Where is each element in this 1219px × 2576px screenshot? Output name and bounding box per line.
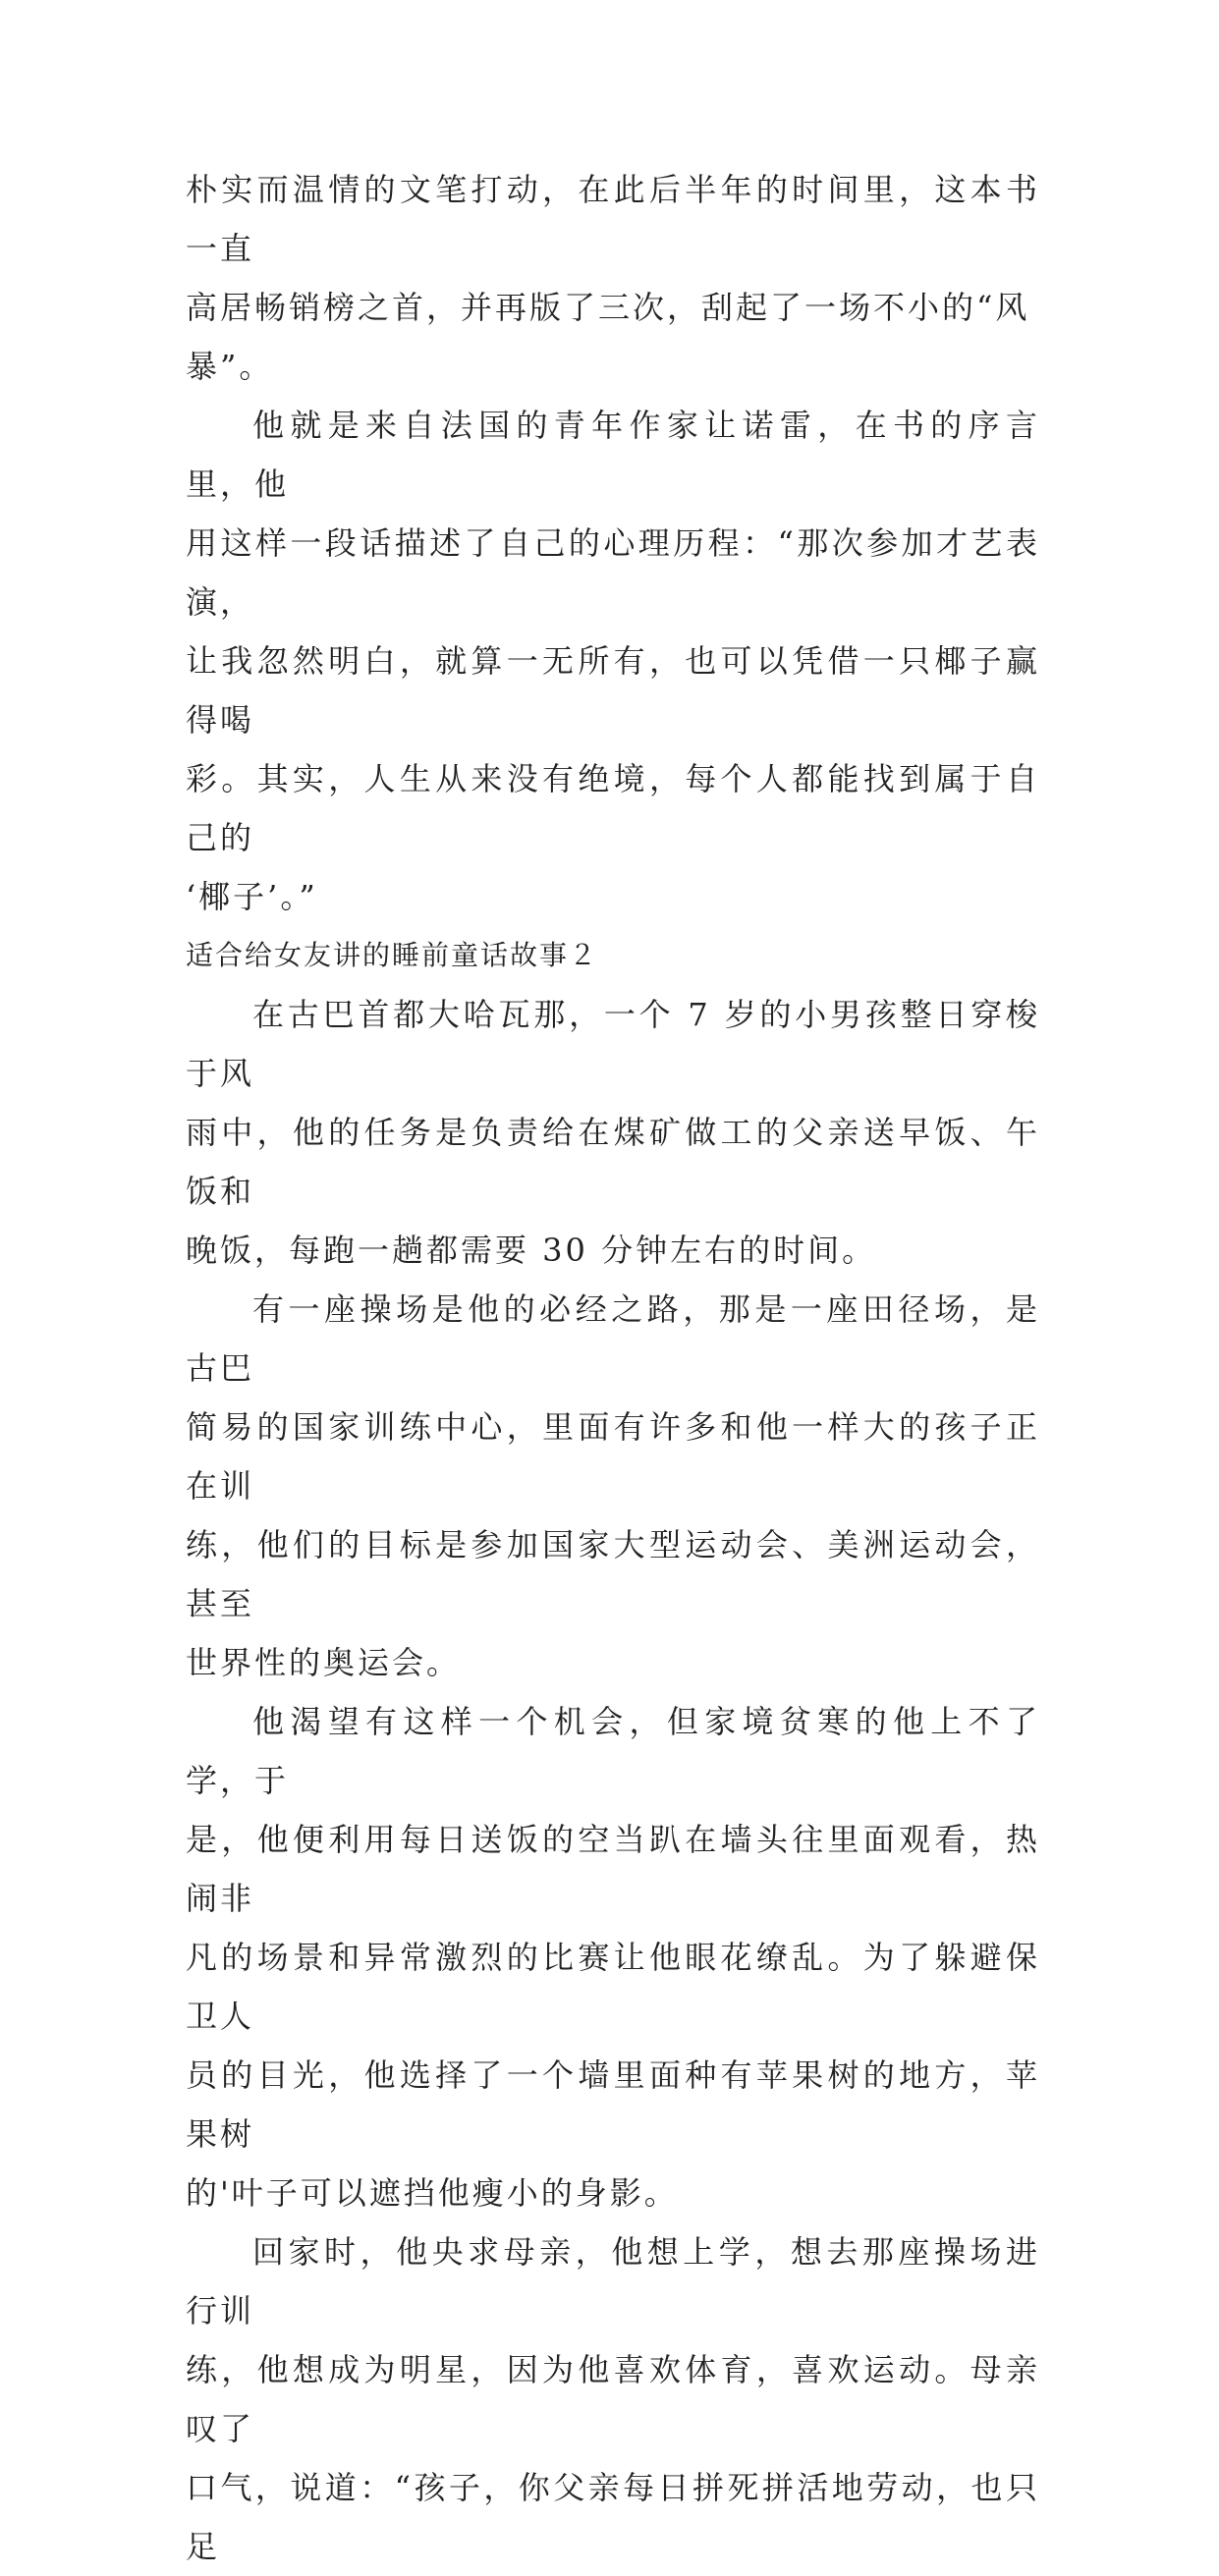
paragraph-havana-boy: 在古巴首都大哈瓦那，一个 7 岁的小男孩整日穿梭于风 雨中，他的任务是负责给在煤矿做工的父亲送早饭、午饭和 晚饭，每跑一趟都需要 30 分钟左右的时间。 bbox=[186, 996, 1040, 1269]
paragraph-watching-wall: 他渴望有这样一个机会，但家境贫寒的他上不了学，于 是，他便利用每日送饭的空当趴在墙头往里面观看，热闹非 凡的场景和异常激烈的比赛让他眼花缭乱。为了躲避保卫人 员的目光，他选择了一个墙里面种有苹果树的地方，苹果树 的'叶子可以遮挡他瘦小的身影。 bbox=[186, 1703, 1040, 2212]
document-page bbox=[186, 160, 1040, 2576]
paragraph-author-preface: 他就是来自法国的青年作家让诺雷，在书的序言里，他 用这样一段话描述了自己的心理历程：“那次参加才艺表演， 让我忽然明白，就算一无所有，也可以凭借一只椰子赢得喝 彩。其实，人生从来没有绝境，每个人都能找到属于自己的 ‘椰子’。” bbox=[186, 407, 1040, 915]
paragraph-continuation: 朴实而温情的文笔打动，在此后半年的时间里，这本书一直 高居畅销榜之首，并再版了三次，刮起了一场不小的“风 暴”。 bbox=[186, 171, 1040, 385]
section-title: 适合给女友讲的睡前童话故事２ bbox=[186, 939, 599, 971]
paragraph-training-field: 有一座操场是他的必经之路，那是一座田径场，是古巴 简易的国家训练中心，里面有许多和他一样大的孩子正在训 练，他们的目标是参加国家大型运动会、美洲运动会，甚至 世界性的奥运会。 bbox=[186, 1290, 1040, 1681]
paragraph-asking-mother: 回家时，他央求母亲，他想上学，想去那座操场进行训 练，他想成为明星，因为他喜欢体育，喜欢运动。母亲叹了 口气，说道：“孩子，你父亲每日拼死拼活地劳动，也只足 bbox=[186, 2233, 1040, 2565]
